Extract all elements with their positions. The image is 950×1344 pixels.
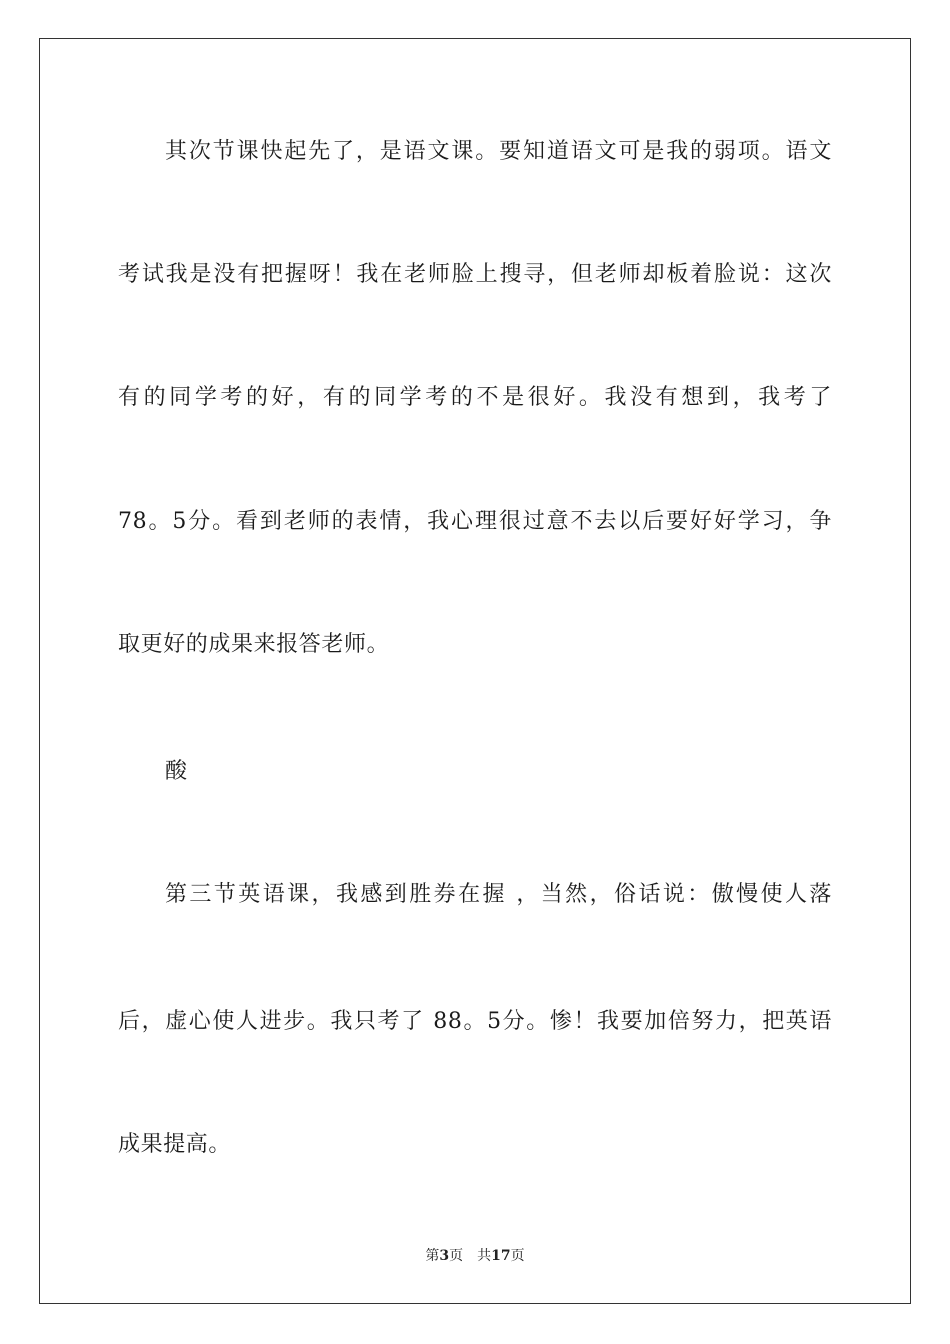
paragraph-1-line-5: 取更好的成果来报答老师。 [118,632,390,657]
page-number: 3 [439,1248,450,1264]
paragraph-1-line-2: 考试我是没有把握呀！我在老师脸上搜寻，但老师却板着脸说：这次 [118,262,832,287]
paragraph-1-line-4: 78。5分。看到老师的表情，我心理很过意不去以后要好好学习，争 [118,509,832,534]
page-footer [0,1247,950,1265]
page-prefix: 第 [425,1248,440,1264]
page-frame [39,38,911,1304]
total-suffix: 页 [510,1248,525,1264]
total-prefix: 共 [477,1248,492,1264]
page-suffix: 页 [449,1248,464,1264]
paragraph-1-line-1: 其次节课快起先了，是语文课。要知道语文可是我的弱项。语文 [165,139,832,164]
paragraph-2-line-3: 成果提高。 [118,1132,232,1157]
paragraph-1-line-3: 有的同学考的好，有的同学考的不是很好。我没有想到，我考了 [118,385,832,410]
paragraph-2-line-2: 后，虚心使人进步。我只考了 88。5分。惨！我要加倍努力，把英语 [118,1009,832,1034]
section-heading: 酸 [165,759,188,784]
total-pages: 17 [491,1248,511,1264]
paragraph-2-line-1: 第三节英语课，我感到胜券在握 ，当然，俗话说：傲慢使人落 [165,882,832,907]
